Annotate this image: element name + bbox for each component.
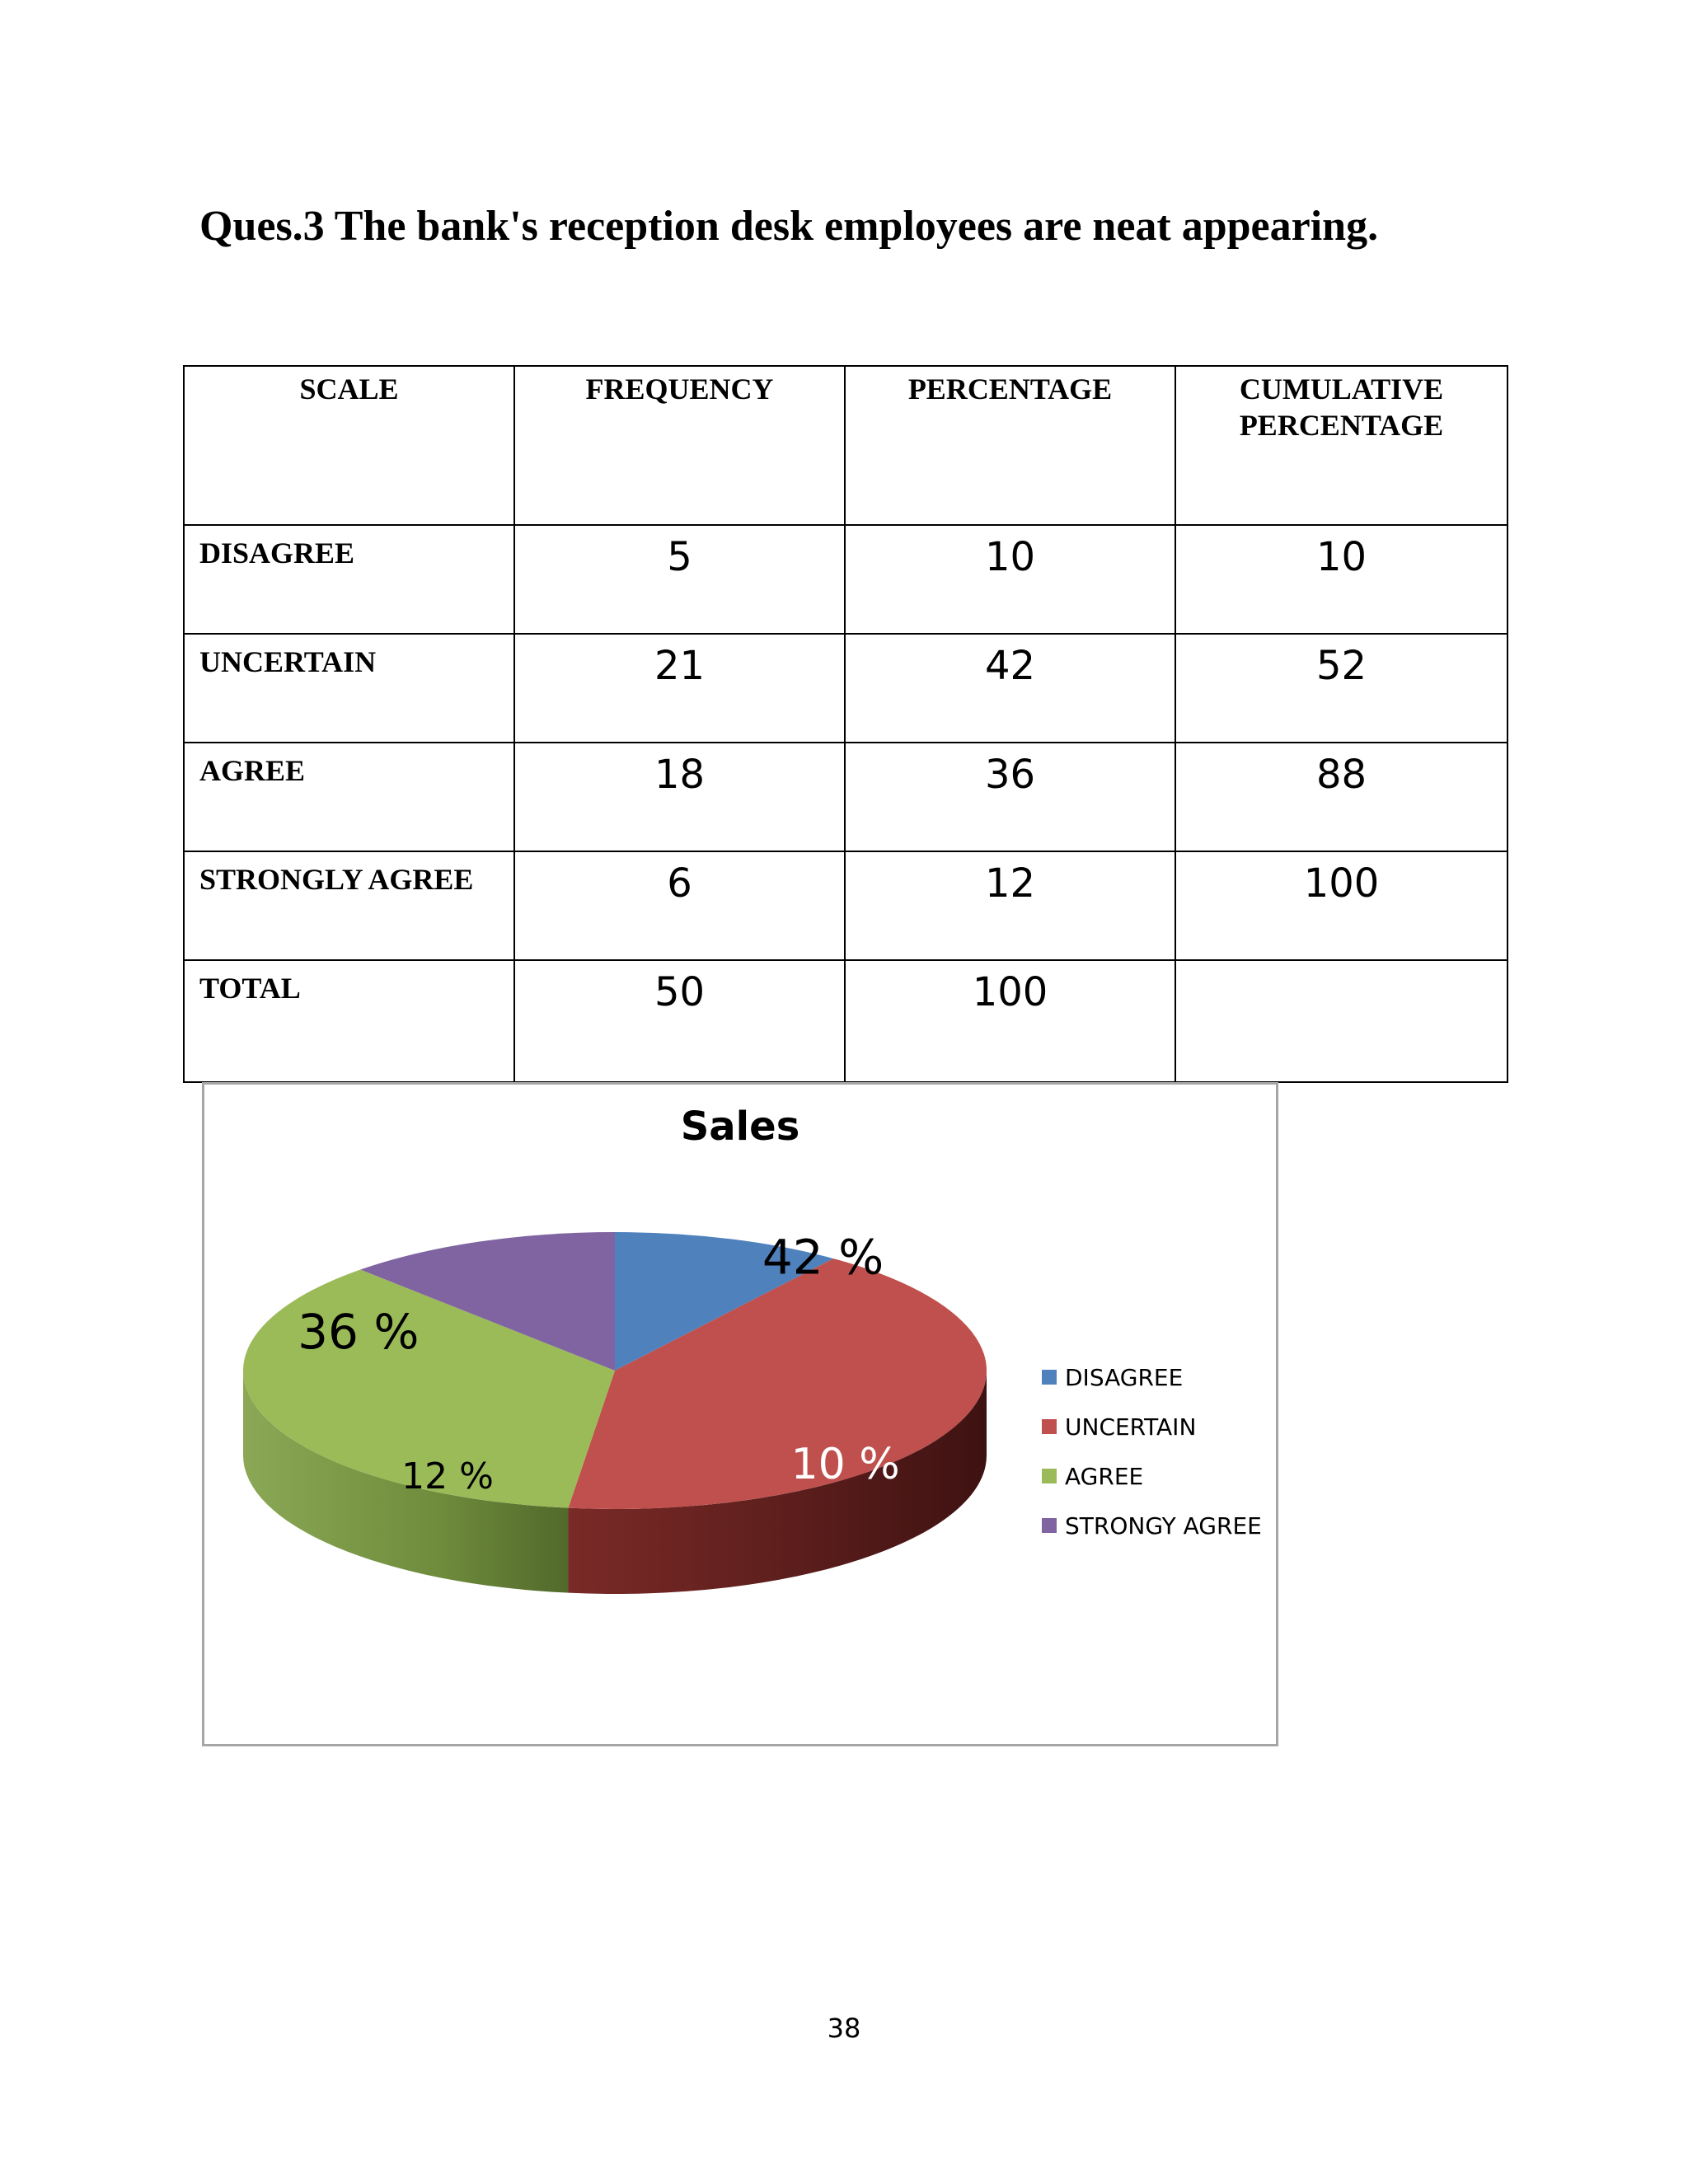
cumulative-cell: 100 (1175, 851, 1507, 960)
header-scale: SCALE (184, 366, 514, 525)
percentage-cell: 12 (845, 851, 1175, 960)
pie-chart (202, 1082, 1278, 1746)
legend-label-disagree: DISAGREE (1065, 1364, 1184, 1391)
question-heading: Ques.3 The bank's reception desk employees are neat appearing. (199, 203, 1379, 250)
frequency-table (183, 365, 1508, 1083)
table-header-row (184, 366, 1507, 525)
legend-label-uncertain: UNCERTAIN (1065, 1413, 1197, 1441)
data-label-strongy-agree: 12 % (401, 1455, 494, 1497)
data-label-agree: 36 % (298, 1304, 420, 1361)
legend-swatch-uncertain (1042, 1419, 1057, 1434)
legend-swatch-agree (1042, 1469, 1057, 1483)
frequency-cell: 50 (514, 960, 845, 1082)
chart-title: Sales (680, 1104, 800, 1150)
cumulative-cell (1175, 960, 1507, 1082)
table-row (184, 634, 1507, 743)
data-label-uncertain: 42 % (762, 1229, 884, 1286)
frequency-cell: 5 (514, 525, 845, 634)
scale-cell: DISAGREE (184, 525, 514, 634)
legend-swatch-strongy-agree (1042, 1518, 1057, 1533)
scale-cell: TOTAL (184, 960, 514, 1082)
frequency-cell: 21 (514, 634, 845, 743)
legend-label-agree: AGREE (1065, 1463, 1144, 1490)
table-total-row (184, 960, 1507, 1082)
frequency-cell: 6 (514, 851, 845, 960)
cumulative-cell: 88 (1175, 743, 1507, 851)
percentage-cell: 36 (845, 743, 1175, 851)
percentage-cell: 10 (845, 525, 1175, 634)
page-number: 38 (827, 2013, 861, 2044)
legend-swatch-disagree (1042, 1370, 1057, 1385)
data-label-disagree: 10 % (790, 1440, 900, 1490)
cumulative-cell: 52 (1175, 634, 1507, 743)
chart-legend (1042, 1364, 1262, 1540)
table-row (184, 525, 1507, 634)
table-row (184, 851, 1507, 960)
legend-label-strongy-agree: STRONGY AGREE (1065, 1512, 1262, 1540)
header-cumulative-percentage: CUMULATIVE PERCENTAGE (1175, 366, 1507, 525)
table-row (184, 743, 1507, 851)
scale-cell: AGREE (184, 743, 514, 851)
frequency-cell: 18 (514, 743, 845, 851)
scale-cell: UNCERTAIN (184, 634, 514, 743)
scale-cell: STRONGLY AGREE (184, 851, 514, 960)
header-percentage: PERCENTAGE (845, 366, 1175, 525)
percentage-cell: 42 (845, 634, 1175, 743)
pie-chart-svg (204, 1085, 1281, 1749)
header-frequency: FREQUENCY (514, 366, 845, 525)
percentage-cell: 100 (845, 960, 1175, 1082)
cumulative-cell: 10 (1175, 525, 1507, 634)
